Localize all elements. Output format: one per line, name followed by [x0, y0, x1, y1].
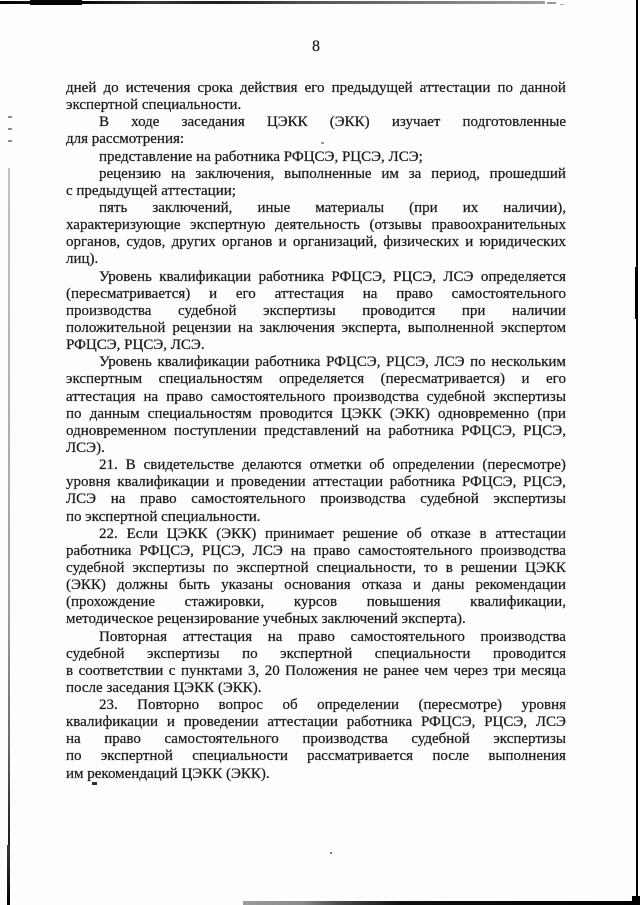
text-line: квалификации и проведении аттестации работника РФЦСЭ, РЦСЭ, ЛСЭ: [66, 714, 566, 731]
page-number: 8: [312, 38, 320, 55]
text-line: характеризующие экспертную деятельность (отзывы правоохранительных: [66, 217, 566, 234]
paragraph: [66, 457, 566, 526]
scan-artifact-tick: [8, 128, 12, 130]
scan-artifact-right-edge: [636, 0, 638, 905]
text-line: РФЦСЭ, РЦСЭ, ЛСЭ.: [66, 337, 205, 354]
scan-artifact-tick: [8, 140, 12, 142]
text-line: уровня квалификации и проведении аттестации работника РФЦСЭ, РЦСЭ,: [66, 474, 566, 491]
text-line: одновременном поступлении представлений на работника РФЦСЭ, РЦСЭ,: [66, 422, 566, 439]
paragraph: [66, 354, 566, 457]
text-line: (пересматривается) и его аттестация на право самостоятельного: [66, 285, 566, 302]
text-line: по экспертной специальности.: [66, 508, 261, 525]
text-line: представление на работника РФЦСЭ, РЦСЭ, ЛСЭ;: [99, 148, 423, 165]
text-line: В ходе заседания ЦЭКК (ЭКК) изучает подготовленные: [99, 114, 566, 131]
text-line: ЛСЭ).: [66, 439, 105, 456]
text-line: в соответствии с пунктами 3, 20 Положения не ранее чем через три месяца: [66, 662, 566, 679]
text-line: ЛСЭ на право самостоятельного производства судебной экспертизы: [66, 491, 566, 508]
text-line: аттестация на право самостоятельного производства судебной экспертизы: [66, 388, 566, 405]
paragraph: [66, 166, 566, 200]
text-line: рецензию на заключения, выполненные им за период, прошедший: [99, 165, 566, 182]
text-line: после заседания ЦЭКК (ЭКК).: [66, 679, 262, 696]
text-line: экспертной специальности.: [66, 97, 242, 114]
paragraph: [66, 697, 566, 783]
scan-artifact-speck: [330, 852, 332, 854]
text-line: Уровень квалификации работника РФЦСЭ, РЦСЭ, ЛСЭ определяется: [99, 268, 566, 285]
scan-artifact-left-edge-bottom: [7, 845, 10, 905]
scan-artifact-corner-blob: [632, 896, 640, 905]
scan-artifact-top-edge: [0, 1, 545, 4]
scan-artifact-right-edge-bulge: [635, 267, 638, 319]
paragraph: [66, 200, 566, 269]
text-line: работника РФЦСЭ, РЦСЭ, ЛСЭ на право самостоятельного производства: [66, 542, 566, 559]
text-line: пять заключений, иные материалы (при их наличии),: [99, 199, 566, 216]
text-line: органов, судов, других органов и организаций, физических и юридических: [66, 234, 566, 251]
scan-artifact-bottom-edge: [243, 901, 640, 905]
text-line: судебной экспертизы по экспертной специальности проводится: [66, 645, 566, 662]
text-line: на право самостоятельного производства судебной экспертизы: [66, 731, 566, 748]
scan-artifact-top-edge-blob: [30, 0, 82, 5]
scan-artifact-tick: [8, 116, 12, 118]
text-line: по экспертной специальности рассматривается после выполнения: [66, 748, 566, 765]
scan-artifact-dash: [547, 2, 556, 4]
scan-artifact-left-edge: [8, 168, 10, 905]
text-line: экспертным специальностям определяется (пересматривается) и его: [66, 371, 566, 388]
text-line: по данным специальностям проводится ЦЭКК (ЭКК) одновременно (при: [66, 405, 566, 422]
text-line: производства судебной экспертизы проводится при наличии: [66, 302, 566, 319]
text-line: 21. В свидетельстве делаются отметки об определении (пересмотре): [99, 457, 566, 474]
text-line: Повторная аттестация на право самостоятельного производства: [99, 628, 566, 645]
text-line: судебной экспертизы по экспертной специальности, то в решении ЦЭКК: [66, 559, 566, 576]
text-line: с предыдущей аттестации;: [66, 182, 236, 199]
paragraph: [66, 149, 566, 166]
paragraph: [66, 629, 566, 698]
text-line: для рассмотрения:: [66, 131, 185, 148]
text-line: 22. Если ЦЭКК (ЭКК) принимает решение об отказе в аттестации: [99, 525, 566, 542]
text-line: дней до истечения срока действия его предыдущей аттестации по данной: [66, 80, 566, 96]
paragraph: [66, 526, 566, 629]
text-line: им рекомендаций ЦЭКК (ЭКК).: [66, 765, 270, 782]
scan-artifact-dash: [560, 4, 564, 5]
text-line: 23. Повторно вопрос об определении (пересмотре) уровня: [99, 697, 566, 714]
text-line: положительной рецензии на заключения эксперта, выполненной экспертом: [66, 319, 566, 336]
text-line: (ЭКК) должны быть указаны основания отказа и даны рекомендации: [66, 577, 566, 594]
text-line: Уровень квалификации работника РФЦСЭ, РЦСЭ, ЛСЭ по нескольким: [99, 354, 566, 371]
text-block: [66, 80, 566, 783]
text-line: лиц).: [66, 251, 99, 268]
paragraph: [66, 114, 566, 148]
paragraph: [66, 269, 566, 355]
text-line: (прохождение стажировки, курсов повышения квалификации,: [66, 594, 566, 611]
text-line: методическое рецензирование учебных заключений эксперта).: [66, 611, 466, 628]
paragraph: [66, 80, 566, 114]
